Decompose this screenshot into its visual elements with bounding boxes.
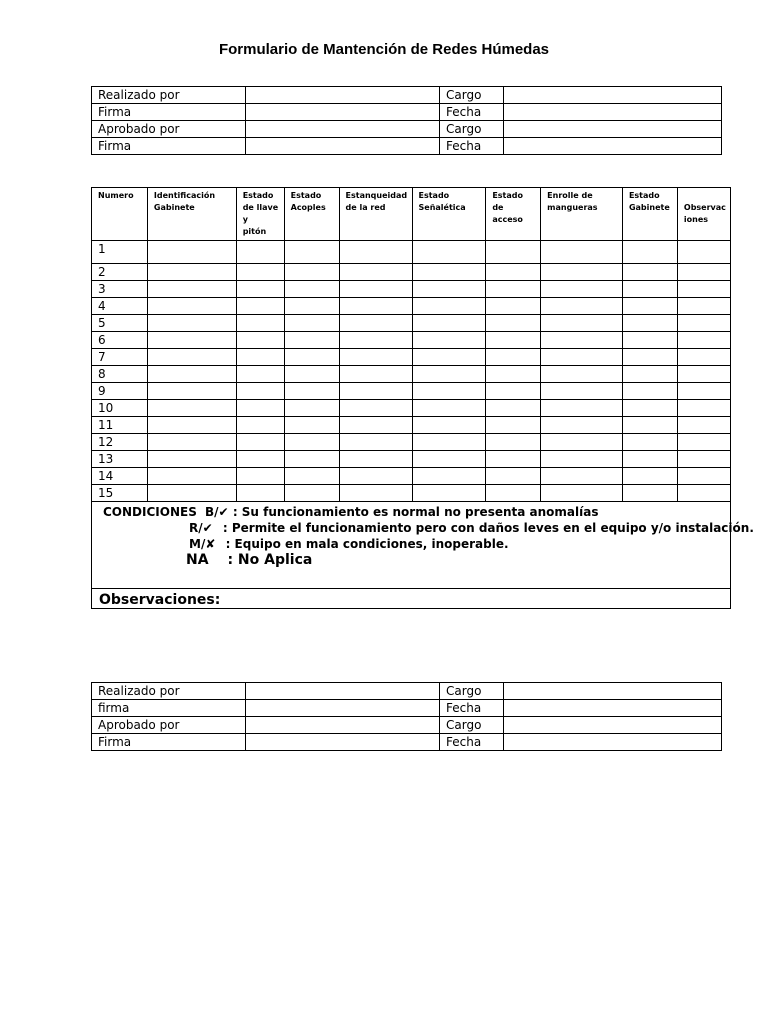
- table-cell[interactable]: [677, 366, 730, 383]
- table-cell[interactable]: [486, 434, 541, 451]
- table-cell[interactable]: [677, 315, 730, 332]
- row-number: 15: [92, 485, 148, 502]
- table-cell[interactable]: [541, 264, 623, 281]
- table-cell[interactable]: [622, 468, 677, 485]
- table-cell[interactable]: [412, 264, 486, 281]
- row-number: 8: [92, 366, 148, 383]
- table-cell[interactable]: [677, 400, 730, 417]
- table-cell[interactable]: [412, 298, 486, 315]
- signature-value-cell[interactable]: [246, 104, 440, 121]
- table-cell[interactable]: [412, 315, 486, 332]
- table-cell[interactable]: [339, 332, 412, 349]
- table-cell[interactable]: [541, 349, 623, 366]
- table-row: [92, 400, 731, 417]
- table-cell[interactable]: [486, 417, 541, 434]
- table-cell[interactable]: [236, 485, 284, 502]
- table-cell[interactable]: [486, 281, 541, 298]
- signature-row: [92, 138, 722, 155]
- table-cell[interactable]: [236, 468, 284, 485]
- signature-label: firma: [92, 700, 246, 717]
- table-cell[interactable]: [147, 485, 236, 502]
- table-cell[interactable]: [147, 434, 236, 451]
- table-cell[interactable]: [236, 400, 284, 417]
- table-cell[interactable]: [339, 400, 412, 417]
- table-row: [92, 332, 731, 349]
- row-number: 6: [92, 332, 148, 349]
- signature-value-cell[interactable]: [246, 138, 440, 155]
- table-cell[interactable]: [236, 383, 284, 400]
- row-number: 3: [92, 281, 148, 298]
- table-cell[interactable]: [622, 434, 677, 451]
- table-cell[interactable]: [412, 468, 486, 485]
- table-cell[interactable]: [622, 264, 677, 281]
- table-cell[interactable]: [147, 366, 236, 383]
- column-header: Estado de llave y pitón: [236, 188, 284, 241]
- table-cell[interactable]: [284, 383, 339, 400]
- row-number: 14: [92, 468, 148, 485]
- table-cell[interactable]: [486, 468, 541, 485]
- table-cell[interactable]: [677, 349, 730, 366]
- signature-label: Cargo: [440, 683, 504, 700]
- table-cell[interactable]: [236, 264, 284, 281]
- table-cell[interactable]: [339, 241, 412, 264]
- table-cell[interactable]: [677, 332, 730, 349]
- column-header: Estanqueidad de la red: [339, 188, 412, 241]
- column-header: Numero: [92, 188, 148, 241]
- table-cell[interactable]: [412, 417, 486, 434]
- top-signature-table: [91, 86, 722, 155]
- signature-label: Fecha: [440, 138, 504, 155]
- observations-row: [92, 589, 731, 609]
- table-cell[interactable]: [622, 332, 677, 349]
- row-number: 11: [92, 417, 148, 434]
- signature-value-cell[interactable]: [246, 717, 440, 734]
- table-cell[interactable]: [541, 434, 623, 451]
- table-cell[interactable]: [677, 434, 730, 451]
- table-cell[interactable]: [284, 468, 339, 485]
- signature-label: Fecha: [440, 734, 504, 751]
- column-header: Estado Gabinete: [622, 188, 677, 241]
- table-cell[interactable]: [284, 366, 339, 383]
- table-cell[interactable]: [486, 332, 541, 349]
- table-cell[interactable]: [541, 366, 623, 383]
- table-cell[interactable]: [236, 281, 284, 298]
- signature-value-cell[interactable]: [504, 700, 722, 717]
- table-cell[interactable]: [284, 349, 339, 366]
- signature-value-cell[interactable]: [504, 121, 722, 138]
- table-cell[interactable]: [284, 332, 339, 349]
- signature-value-cell[interactable]: [504, 138, 722, 155]
- table-cell[interactable]: [622, 315, 677, 332]
- table-cell[interactable]: [541, 451, 623, 468]
- column-header: Estado de acceso: [486, 188, 541, 241]
- row-number: 1: [92, 241, 148, 264]
- table-cell[interactable]: [622, 366, 677, 383]
- table-row: [92, 485, 731, 502]
- table-cell[interactable]: [541, 468, 623, 485]
- table-cell[interactable]: [339, 366, 412, 383]
- table-cell[interactable]: [284, 264, 339, 281]
- table-cell[interactable]: [412, 400, 486, 417]
- signature-label: Realizado por: [92, 87, 246, 104]
- signature-value-cell[interactable]: [504, 683, 722, 700]
- table-cell[interactable]: [622, 349, 677, 366]
- table-header-row: [92, 188, 731, 241]
- column-header: Observac iones: [677, 188, 730, 241]
- table-cell[interactable]: [677, 485, 730, 502]
- table-row: [92, 417, 731, 434]
- table-cell[interactable]: [284, 451, 339, 468]
- column-header: Identificación Gabinete: [147, 188, 236, 241]
- table-cell[interactable]: [147, 264, 236, 281]
- row-number: 9: [92, 383, 148, 400]
- condition-na-code: NA: [186, 552, 209, 568]
- table-cell[interactable]: [486, 451, 541, 468]
- table-cell[interactable]: [284, 315, 339, 332]
- table-cell[interactable]: [412, 241, 486, 264]
- table-cell[interactable]: [412, 485, 486, 502]
- row-number: 5: [92, 315, 148, 332]
- table-cell[interactable]: [147, 281, 236, 298]
- table-cell[interactable]: [339, 434, 412, 451]
- table-cell[interactable]: [284, 241, 339, 264]
- condition-r-text: : Permite el funcionamiento pero con daños leves en el equipo y/o instalación.: [222, 521, 754, 535]
- signature-value-cell[interactable]: [246, 121, 440, 138]
- table-cell[interactable]: [284, 417, 339, 434]
- signature-row: [92, 87, 722, 104]
- table-cell[interactable]: [339, 281, 412, 298]
- row-number: 2: [92, 264, 148, 281]
- table-cell[interactable]: [486, 315, 541, 332]
- table-cell[interactable]: [339, 417, 412, 434]
- table-cell[interactable]: [412, 434, 486, 451]
- table-cell[interactable]: [147, 400, 236, 417]
- table-cell[interactable]: [541, 417, 623, 434]
- observations-cell[interactable]: [92, 589, 731, 609]
- form-title: Formulario de Mantención de Redes Húmedas: [218, 41, 550, 58]
- signature-value-cell[interactable]: [504, 734, 722, 751]
- table-cell[interactable]: [541, 332, 623, 349]
- table-cell[interactable]: [677, 468, 730, 485]
- table-cell[interactable]: [284, 298, 339, 315]
- table-cell[interactable]: [339, 468, 412, 485]
- signature-label: Firma: [92, 138, 246, 155]
- table-cell[interactable]: [541, 400, 623, 417]
- table-cell[interactable]: [147, 349, 236, 366]
- signature-row: [92, 683, 722, 700]
- table-cell[interactable]: [541, 383, 623, 400]
- signature-label: Realizado por: [92, 683, 246, 700]
- table-cell[interactable]: [677, 281, 730, 298]
- signature-label: Aprobado por: [92, 121, 246, 138]
- table-cell[interactable]: [541, 315, 623, 332]
- table-cell[interactable]: [236, 332, 284, 349]
- signature-label: Fecha: [440, 104, 504, 121]
- signature-value-cell[interactable]: [246, 734, 440, 751]
- table-cell[interactable]: [339, 315, 412, 332]
- condition-b-text: : Su funcionamiento es normal no presenta anomalías: [232, 505, 599, 519]
- table-cell[interactable]: [339, 451, 412, 468]
- table-cell[interactable]: [147, 417, 236, 434]
- condition-m-text: : Equipo en mala condiciones, inoperable.: [225, 537, 509, 551]
- table-cell[interactable]: [677, 417, 730, 434]
- table-cell[interactable]: [236, 315, 284, 332]
- table-cell[interactable]: [147, 451, 236, 468]
- table-cell[interactable]: [339, 264, 412, 281]
- table-cell[interactable]: [147, 383, 236, 400]
- table-cell[interactable]: [486, 400, 541, 417]
- table-cell[interactable]: [284, 400, 339, 417]
- table-cell[interactable]: [622, 298, 677, 315]
- table-row: [92, 281, 731, 298]
- table-cell[interactable]: [412, 281, 486, 298]
- table-cell[interactable]: [622, 281, 677, 298]
- signature-label: Fecha: [440, 700, 504, 717]
- table-cell[interactable]: [236, 417, 284, 434]
- table-cell[interactable]: [412, 332, 486, 349]
- table-cell[interactable]: [541, 485, 623, 502]
- table-cell[interactable]: [486, 298, 541, 315]
- table-cell[interactable]: [622, 400, 677, 417]
- signature-value-cell[interactable]: [504, 87, 722, 104]
- condition-r-code: R/✔: [189, 521, 213, 535]
- table-cell[interactable]: [236, 349, 284, 366]
- conditions-label: CONDICIONES: [103, 505, 197, 519]
- table-row: [92, 315, 731, 332]
- table-cell[interactable]: [541, 298, 623, 315]
- table-row: [92, 383, 731, 400]
- conditions-row: [92, 502, 731, 589]
- table-cell[interactable]: [412, 349, 486, 366]
- table-cell[interactable]: [284, 485, 339, 502]
- table-cell[interactable]: [236, 241, 284, 264]
- table-cell[interactable]: [284, 434, 339, 451]
- row-number: 12: [92, 434, 148, 451]
- table-cell[interactable]: [236, 298, 284, 315]
- table-cell[interactable]: [486, 366, 541, 383]
- signature-value-cell[interactable]: [504, 104, 722, 121]
- column-header: Enrolle de mangueras: [541, 188, 623, 241]
- table-cell[interactable]: [677, 451, 730, 468]
- table-cell[interactable]: [339, 485, 412, 502]
- table-cell[interactable]: [412, 383, 486, 400]
- table-cell[interactable]: [236, 434, 284, 451]
- signature-row: [92, 121, 722, 138]
- observations-label: Observaciones:: [99, 592, 221, 608]
- table-cell[interactable]: [147, 241, 236, 264]
- row-number: 7: [92, 349, 148, 366]
- table-cell[interactable]: [622, 383, 677, 400]
- signature-row: [92, 717, 722, 734]
- table-cell[interactable]: [236, 366, 284, 383]
- signature-label: Firma: [92, 104, 246, 121]
- signature-label: Firma: [92, 734, 246, 751]
- conditions-cell: [92, 502, 754, 589]
- column-header: Estado Señalética: [412, 188, 486, 241]
- signature-row: [92, 104, 722, 121]
- signature-value-cell[interactable]: [246, 700, 440, 717]
- table-cell[interactable]: [339, 298, 412, 315]
- row-number: 4: [92, 298, 148, 315]
- table-cell[interactable]: [147, 468, 236, 485]
- table-row: [92, 241, 731, 264]
- inspection-table: [91, 187, 754, 609]
- table-row: [92, 366, 731, 383]
- table-row: [92, 451, 731, 468]
- table-row: [92, 434, 731, 451]
- table-row: [92, 349, 731, 366]
- table-cell[interactable]: [412, 451, 486, 468]
- table-cell[interactable]: [486, 349, 541, 366]
- signature-value-cell[interactable]: [504, 717, 722, 734]
- table-row: [92, 264, 731, 281]
- table-cell[interactable]: [541, 281, 623, 298]
- table-cell[interactable]: [147, 315, 236, 332]
- table-cell[interactable]: [622, 241, 677, 264]
- table-cell[interactable]: [486, 264, 541, 281]
- table-cell[interactable]: [677, 264, 730, 281]
- row-number: 13: [92, 451, 148, 468]
- condition-na-text: : No Aplica: [227, 552, 313, 568]
- table-cell[interactable]: [622, 451, 677, 468]
- table-cell[interactable]: [486, 383, 541, 400]
- table-cell[interactable]: [339, 383, 412, 400]
- signature-row: [92, 700, 722, 717]
- table-cell[interactable]: [339, 349, 412, 366]
- table-cell[interactable]: [622, 485, 677, 502]
- table-row: [92, 298, 731, 315]
- signature-row: [92, 734, 722, 751]
- row-number: 10: [92, 400, 148, 417]
- condition-b-code: B/✔: [205, 505, 229, 519]
- table-cell[interactable]: [622, 417, 677, 434]
- table-cell[interactable]: [412, 366, 486, 383]
- table-cell[interactable]: [284, 281, 339, 298]
- signature-value-cell[interactable]: [246, 87, 440, 104]
- signature-label: Cargo: [440, 121, 504, 138]
- table-row: [92, 468, 731, 485]
- condition-m-code: M/✘: [189, 537, 216, 551]
- table-cell[interactable]: [677, 298, 730, 315]
- table-cell[interactable]: [677, 241, 730, 264]
- signature-label: Aprobado por: [92, 717, 246, 734]
- table-cell[interactable]: [677, 383, 730, 400]
- column-header: Estado Acoples: [284, 188, 339, 241]
- signature-label: Cargo: [440, 717, 504, 734]
- table-cell[interactable]: [147, 332, 236, 349]
- signature-label: Cargo: [440, 87, 504, 104]
- table-cell[interactable]: [486, 241, 541, 264]
- table-cell[interactable]: [147, 298, 236, 315]
- table-cell[interactable]: [486, 485, 541, 502]
- table-cell[interactable]: [541, 241, 623, 264]
- table-cell[interactable]: [236, 451, 284, 468]
- bottom-signature-table: [91, 682, 722, 751]
- signature-value-cell[interactable]: [246, 683, 440, 700]
